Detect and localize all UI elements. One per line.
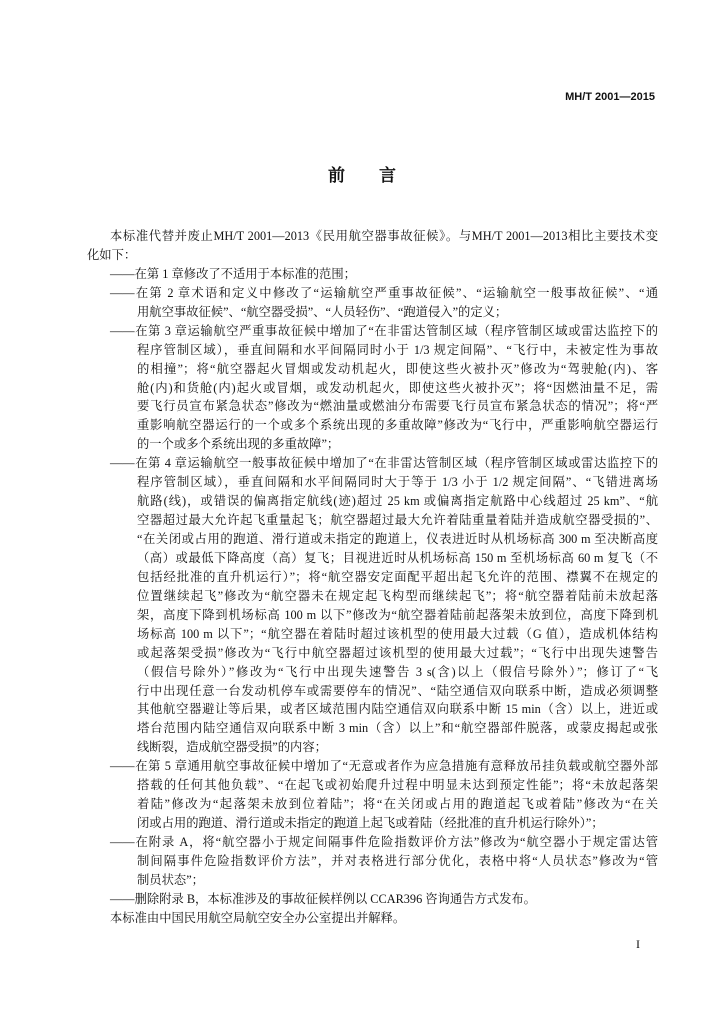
intro-line: 本标准代替并废止MH/T 2001—2013《民用航空器事故征候》。与MH/T 2001—2013相比主要技术变	[110, 229, 658, 243]
standard-code: MH/T 2001—2015	[565, 91, 655, 103]
change-item-line: （假信号除外）”修改为“飞行中出现失速警告 3 s(含)以上（假信号除外）”；修订了“飞	[137, 664, 658, 679]
change-item-line: 塔台范围内陆空通信双向联系中断 3 min（含）以上”和“航空器部件脱落，或蒙皮揭起或张	[137, 721, 658, 736]
change-item-line: 程序管制区域），垂直间隔和水平间隔同时大于等于 1/3 小于 1/2 规定间隔”、“飞错进离场	[137, 475, 658, 490]
changes-list	[87, 265, 658, 909]
change-item-line: ——在第 3 章运输航空严重事故征候中增加了“在非雷达管制区域（程序管制区域或雷达监控下的	[110, 323, 658, 338]
page-title: 前 言	[328, 166, 396, 185]
change-item-line: 的一个或多个系统出现的多重故障”；	[137, 437, 340, 452]
change-item-line: 舱(内)和货舱(内)起火或冒烟，或发动机起火，即使这些火被扑灭”；将“因燃油量不足，需	[137, 380, 658, 395]
change-item-line: 其他航空器避让等后果，或者区域范围内陆空通信双向联系中断 15 min（含）以上，进近或	[137, 702, 658, 717]
change-item-line: ——删除附录 B，本标准涉及的事故征候样例以 CCAR396 咨询通告方式发布。	[110, 891, 536, 906]
change-item-line: 架，高度下降到机场标高 100 m 以下”修改为“航空器着陆前起落架未放到位，高度下降到机	[137, 607, 658, 622]
change-item	[87, 890, 658, 909]
change-item-line: 的相撞”；将“航空器起火冒烟或发动机起火，即使这些火被扑灭”修改为“驾驶舱(内)、客	[137, 361, 658, 376]
change-item-line: ——在第 1 章修改了不适用于本标准的范围；	[110, 266, 356, 281]
change-item-line: 或起落架受损”修改为“飞行中航空器超过该机型的使用最大过载”；“飞行中出现失速警告	[137, 645, 658, 660]
change-item-line: “在关闭或占用的跑道、滑行道或未指定的跑道上，仪表进近时从机场标高 300 m 至决断高度	[137, 532, 658, 546]
change-item-line: ——在附录 A，将“航空器小于规定间隔事件危险指数评价方法”修改为“航空器小于规定雷达管	[110, 835, 658, 849]
change-item-line: 闭或占用的跑道、滑行道或未指定的跑道上起飞或着陆（经批准的直升机运行除外）”；	[137, 816, 604, 831]
change-item-line: 程序管制区域），垂直间隔和水平间隔同时小于 1/3 规定间隔”、“飞行中，未被定性为事故	[137, 342, 658, 357]
change-item-line: 重影响航空器运行的一个或多个系统出现的多重故障”修改为“飞行中，严重影响航空器运行	[137, 418, 658, 433]
change-item-line: 线断裂，造成航空器受损”的内容；	[137, 740, 327, 755]
change-item-line: 位置继续起飞”修改为“航空器未在规定起飞构型而继续起飞”；将“航空器着陆前未放起落	[137, 588, 658, 603]
closing-paragraph: 本标准由中国民用航空局航空安全办公室提出并解释。	[110, 910, 406, 925]
change-item-line: 场标高 100 m 以下”；“航空器在着陆时超过该机型的使用最大过载（G 值），造成机体结构	[137, 626, 658, 641]
change-item	[87, 757, 658, 833]
intro-line: 化如下：	[87, 247, 137, 262]
change-item-line: 空器超过最大允许起飞重量起飞；航空器超过最大允许着陆重量着陆并造成航空器受损的”、	[137, 513, 658, 528]
change-item	[87, 284, 658, 322]
change-item-line: ——在第 2 章术语和定义中修改了“运输航空严重事故征候”、“运输航空一般事故征候”、“通	[110, 285, 658, 300]
change-item-line: 用航空事故征候”、“航空器受损”、“人员轻伤”、“跑道侵入”的定义；	[137, 304, 508, 319]
change-item	[87, 265, 658, 284]
change-item-line: 包括经批准的直升机运行）”；将“航空器安定面配平超出起飞允许的范围、襟翼不在规定的	[137, 569, 658, 584]
change-item-line: 着陆”修改为“起落架未放到位着陆”；将“在关闭或占用的跑道起飞或着陆”修改为“在关	[137, 797, 658, 812]
change-item-line: 行中出现任意一台发动机停车或需要停车的情况”、“陆空通信双向联系中断，造成必须调整	[137, 683, 658, 698]
foreword-body	[87, 227, 658, 928]
change-item	[87, 322, 658, 455]
change-item-line: ——在第 5 章通用航空事故征候中增加了“无意或者作为应急措施有意释放吊挂负载或航空器外部	[110, 759, 658, 774]
change-item-line: 制员状态”；	[137, 872, 204, 887]
change-item-line: （高）或最低下降高度（高）复飞；目视进近时从机场标高 150 m 至机场标高 60 m 复飞（不	[137, 550, 658, 565]
change-item	[87, 833, 658, 890]
change-item-line: 要飞行员宣布紧急状态”修改为“燃油量或燃油分布需要飞行员宣布紧急状态的情况”；将“严	[137, 399, 658, 414]
change-item-line: 制间隔事件危险指数评价方法”，并对表格进行部分优化，表格中将“人员状态”修改为“管	[137, 853, 658, 868]
change-item	[87, 454, 658, 757]
change-item-line: 搭载的任何其他负载”、“在起飞或初始爬升过程中明显未达到预定性能”；将“未放起落架	[137, 778, 658, 793]
change-item-line: ——在第 4 章运输航空一般事故征候中增加了“在非雷达管制区域（程序管制区域或雷达监控下的	[110, 456, 658, 471]
change-item-line: 航路(线)，或错误的偏离指定航线(迹)超过 25 km 或偏离指定航路中心线超过 25 km”、“航	[137, 494, 658, 509]
page-number: I	[636, 937, 640, 951]
intro-paragraph	[87, 227, 658, 265]
